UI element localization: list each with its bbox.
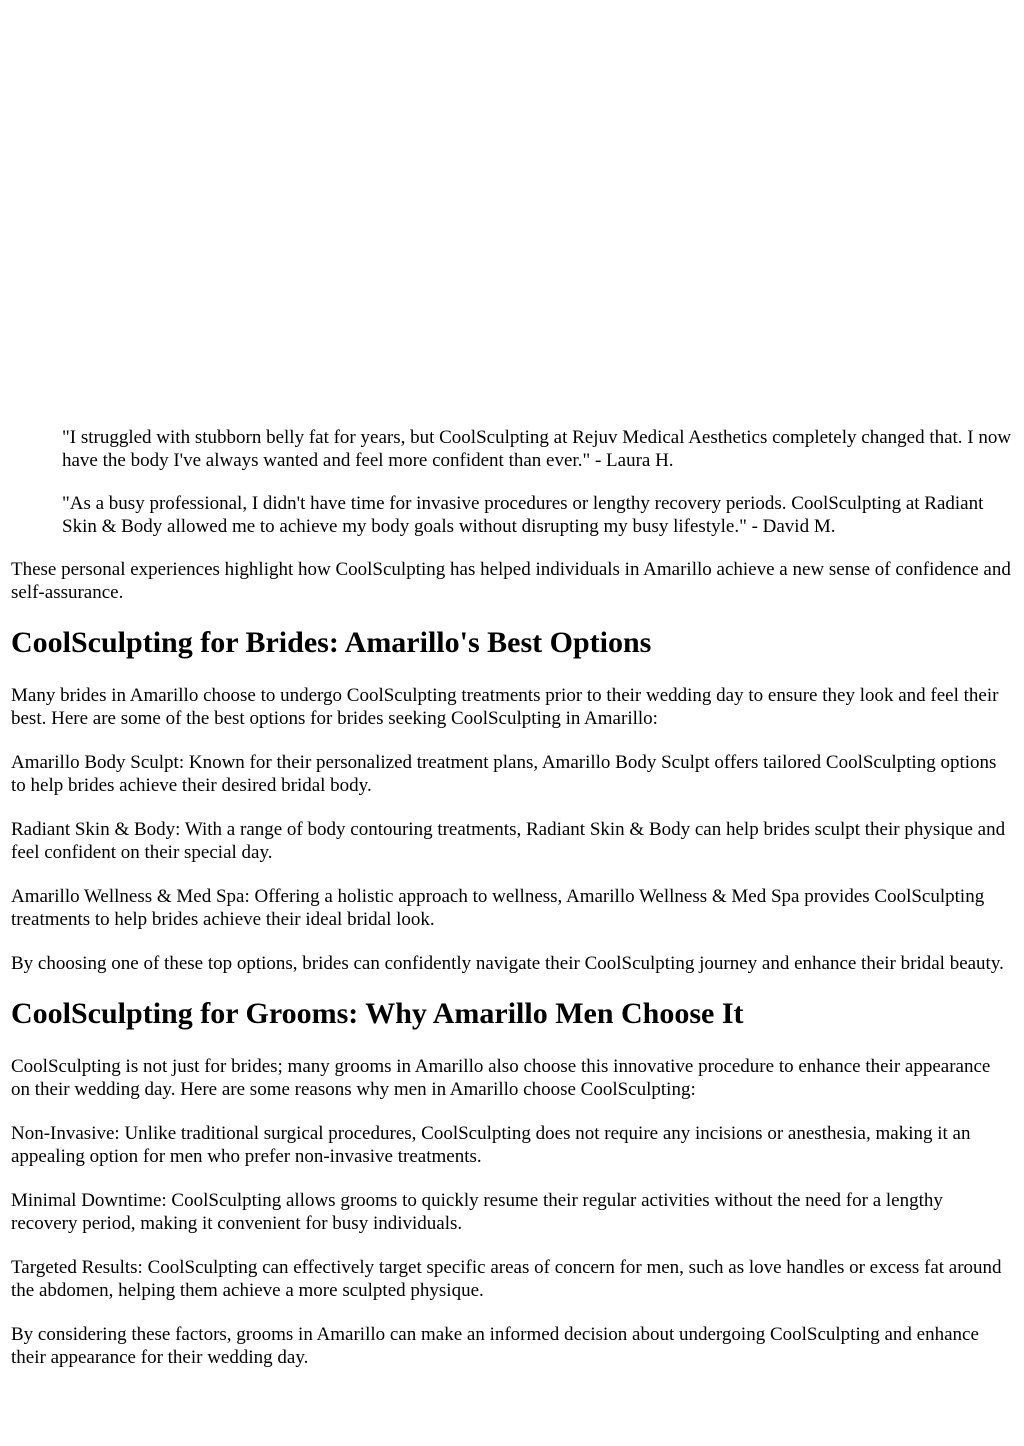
grooms-intro: CoolSculpting is not just for brides; many grooms in Amarillo also choose this innovative procedure to enhance their appearance on their wedding day. Here are some reasons why men in Amarillo choose CoolSculpting: [11,1056,991,1100]
document-page [11,0,1013,1390]
grooms-reason-non-invasive: Non-Invasive: Unlike traditional surgical procedures, CoolSculpting does not require any incisions or anesthesia, making it an appealing option for men who prefer non-invasive treatments. [11,1123,971,1167]
grooms-conclusion: By considering these factors, grooms in Amarillo can make an informed decision about undergoing CoolSculpting and enhance their appearance for their wedding day. [11,1324,979,1368]
brides-option-wellness-med-spa: Amarillo Wellness & Med Spa: Offering a holistic approach to wellness, Amarillo Wellness & Med Spa provides CoolSculpting treatments to help brides achieve their ideal bridal look. [11,886,985,930]
brides-intro: Many brides in Amarillo choose to undergo CoolSculpting treatments prior to their wedding day to ensure they look and feel their best. Here are some of the best options for brides seeking CoolSculpting in Amarillo: [11,685,999,729]
testimonials-summary: These personal experiences highlight how CoolSculpting has helped individuals in Amarillo achieve a new sense of confidence and self-assurance. [11,559,1011,603]
testimonial-david: "As a busy professional, I didn't have time for invasive procedures or lengthy recovery periods. CoolSculpting at Radiant Skin & Body allowed me to achieve my body goals without disrupting my busy lifestyle." - David M. [62,493,984,537]
grooms-heading: CoolSculpting for Grooms: Why Amarillo Men Choose It [11,997,744,1030]
grooms-reason-targeted-results: Targeted Results: CoolSculpting can effectively target specific areas of concern for men, such as love handles or excess fat around the abdomen, helping them achieve a more sculpted physique. [11,1257,1002,1301]
testimonials-blockquote [62,426,1013,538]
brides-heading: CoolSculpting for Brides: Amarillo's Best Options [11,626,652,659]
blank-area [11,0,1013,426]
brides-option-radiant-skin: Radiant Skin & Body: With a range of body contouring treatments, Radiant Skin & Body can help brides sculpt their physique and feel confident on their special day. [11,819,1006,863]
brides-conclusion: By choosing one of these top options, brides can confidently navigate their CoolSculpting journey and enhance their bridal beauty. [11,953,1004,974]
brides-option-body-sculpt: Amarillo Body Sculpt: Known for their personalized treatment plans, Amarillo Body Sculpt offers tailored CoolSculpting options to help brides achieve their desired bridal body. [11,752,997,796]
testimonial-laura: "I struggled with stubborn belly fat for years, but CoolSculpting at Rejuv Medical Aesthetics completely changed that. I now have the body I've always wanted and feel more confident than ever." - Laura H. [62,427,1012,471]
grooms-reason-minimal-downtime: Minimal Downtime: CoolSculpting allows grooms to quickly resume their regular activities without the need for a lengthy recovery period, making it convenient for busy individuals. [11,1190,943,1234]
